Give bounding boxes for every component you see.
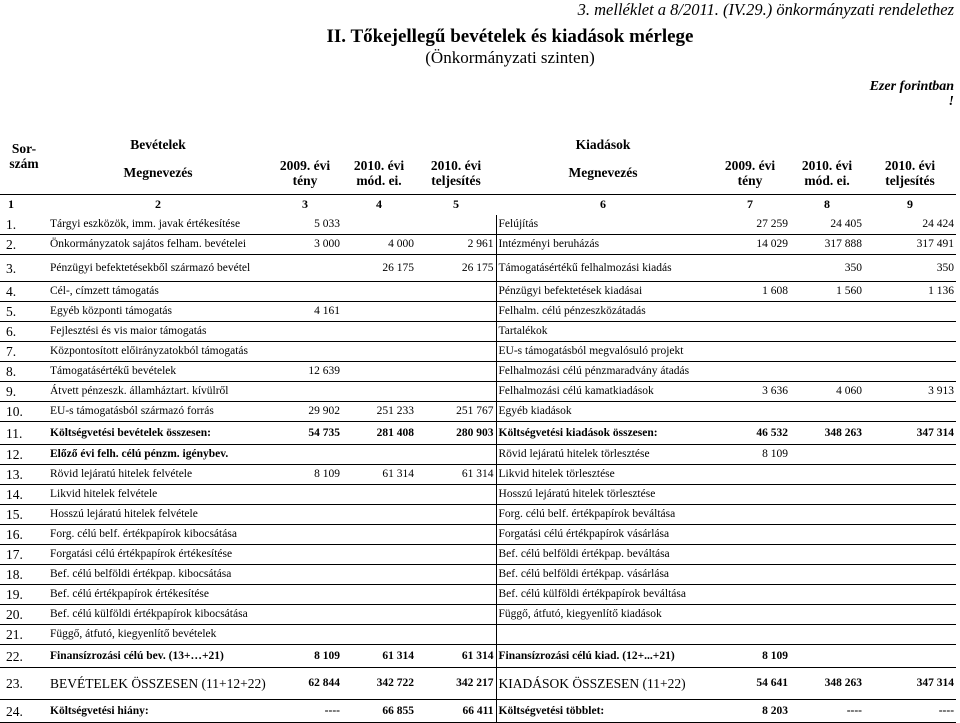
expense-2010-telj <box>864 645 956 668</box>
row-number: 23. <box>0 668 48 700</box>
income-2009: 8 109 <box>268 465 342 485</box>
income-name: Rövid lejáratú hitelek felvétele <box>48 465 268 485</box>
expense-2010-mod <box>790 585 864 605</box>
table-row <box>0 585 956 605</box>
income-2010-mod <box>342 605 416 625</box>
income-name: Forg. célú belf. értékpapírok kibocsátása <box>48 525 268 545</box>
column-number: 6 <box>496 194 710 215</box>
income-2010-mod <box>342 505 416 525</box>
income-name: Bef. célú külföldi értékpapírok kibocsátása <box>48 605 268 625</box>
expense-2010-telj: 350 <box>864 255 956 282</box>
expense-2010-telj <box>864 322 956 342</box>
header-inc-2010mod: 2010. évi mód. ei. <box>353 157 405 188</box>
expense-2010-telj: 317 491 <box>864 235 956 255</box>
expense-2009 <box>710 485 790 505</box>
expense-2009 <box>710 465 790 485</box>
expense-name: Támogatásértékű felhalmozási kiadás <box>496 255 710 282</box>
table-row <box>0 605 956 625</box>
expense-2010-telj: ---- <box>864 700 956 723</box>
header-kiadasok: Kiadások <box>575 137 631 152</box>
income-2009: 4 161 <box>268 302 342 322</box>
income-2009 <box>268 282 342 302</box>
income-2009 <box>268 322 342 342</box>
income-2010-mod: 26 175 <box>342 255 416 282</box>
table-row <box>0 700 956 723</box>
expense-2010-mod: 24 405 <box>790 215 864 235</box>
income-2010-mod <box>342 545 416 565</box>
expense-2010-mod <box>790 565 864 585</box>
expense-2010-telj <box>864 585 956 605</box>
expense-name: Intézményi beruházás <box>496 235 710 255</box>
income-2010-mod: 342 722 <box>342 668 416 700</box>
income-2010-mod <box>342 302 416 322</box>
table-row <box>0 362 956 382</box>
income-2009 <box>268 565 342 585</box>
expense-2010-mod <box>790 445 864 465</box>
income-2009 <box>268 585 342 605</box>
income-2010-telj: 342 217 <box>416 668 496 700</box>
table-row <box>0 302 956 322</box>
column-number: 3 <box>268 194 342 215</box>
table-row <box>0 545 956 565</box>
income-name: Finansízrozási célú bev. (13+…+21) <box>48 645 268 668</box>
income-2010-mod <box>342 525 416 545</box>
income-2010-mod <box>342 585 416 605</box>
row-number: 11. <box>0 422 48 445</box>
income-2009: 8 109 <box>268 645 342 668</box>
expense-name: Forgatási célú értékpapírok vásárlása <box>496 525 710 545</box>
income-name: Előző évi felh. célú pénzm. igénybev. <box>48 445 268 465</box>
income-name: Támogatásértékű bevételek <box>48 362 268 382</box>
income-2010-telj: 251 767 <box>416 402 496 422</box>
income-2010-telj: 61 314 <box>416 465 496 485</box>
column-number: 1 <box>0 194 48 215</box>
expense-2009 <box>710 505 790 525</box>
income-2010-mod <box>342 215 416 235</box>
header-bevetelek: Bevételek <box>130 137 186 152</box>
expense-2009: 8 109 <box>710 645 790 668</box>
row-number: 18. <box>0 565 48 585</box>
expense-name: Felújítás <box>496 215 710 235</box>
table-row <box>0 645 956 668</box>
row-number: 14. <box>0 485 48 505</box>
row-number: 20. <box>0 605 48 625</box>
table-row <box>0 322 956 342</box>
table-row <box>0 282 956 302</box>
expense-name: Forg. célú belf. értékpapírok beváltása <box>496 505 710 525</box>
table-row <box>0 215 956 235</box>
table-row <box>0 382 956 402</box>
expense-name: Bef. célú belföldi értékpap. beváltása <box>496 545 710 565</box>
expense-2009 <box>710 402 790 422</box>
income-2009 <box>268 342 342 362</box>
column-number: 2 <box>48 194 268 215</box>
expense-2010-mod: ---- <box>790 700 864 723</box>
income-2010-telj <box>416 585 496 605</box>
table-row <box>0 625 956 645</box>
income-2010-mod: 4 000 <box>342 235 416 255</box>
income-2010-mod <box>342 445 416 465</box>
table-row <box>0 465 956 485</box>
expense-2010-mod <box>790 645 864 668</box>
income-2009: 12 639 <box>268 362 342 382</box>
income-2010-telj <box>416 605 496 625</box>
table-row <box>0 445 956 465</box>
row-number: 1. <box>0 215 48 235</box>
table-row <box>0 525 956 545</box>
income-2009 <box>268 445 342 465</box>
income-2009 <box>268 525 342 545</box>
expense-2009 <box>710 362 790 382</box>
income-name: Költségvetési bevételek összesen: <box>48 422 268 445</box>
income-2009 <box>268 605 342 625</box>
income-2010-telj <box>416 505 496 525</box>
expense-2009 <box>710 585 790 605</box>
expense-2010-mod <box>790 322 864 342</box>
expense-2009: 3 636 <box>710 382 790 402</box>
income-name: Likvid hitelek felvétele <box>48 485 268 505</box>
income-2010-mod: 66 855 <box>342 700 416 723</box>
row-number: 9. <box>0 382 48 402</box>
row-number: 17. <box>0 545 48 565</box>
income-2009: 54 735 <box>268 422 342 445</box>
expense-2010-telj <box>864 605 956 625</box>
income-2010-telj <box>416 302 496 322</box>
income-2010-telj: 66 411 <box>416 700 496 723</box>
expense-2010-telj <box>864 342 956 362</box>
header-exp-2010telj: 2010. évi teljesítés <box>884 157 936 188</box>
income-2009 <box>268 545 342 565</box>
income-name: Függő, átfutó, kiegyenlítő bevételek <box>48 625 268 645</box>
expense-2009 <box>710 625 790 645</box>
column-number: 7 <box>710 194 790 215</box>
income-2010-mod <box>342 342 416 362</box>
income-2009 <box>268 382 342 402</box>
expense-name: Rövid lejáratú hitelek törlesztése <box>496 445 710 465</box>
income-2010-telj <box>416 485 496 505</box>
expense-2010-mod <box>790 545 864 565</box>
expense-name: Költségvetési többlet: <box>496 700 710 723</box>
income-name: Költségvetési hiány: <box>48 700 268 723</box>
income-name: Egyéb központi támogatás <box>48 302 268 322</box>
income-2009: ---- <box>268 700 342 723</box>
expense-2009 <box>710 605 790 625</box>
expense-name: Tartalékok <box>496 322 710 342</box>
income-name: BEVÉTELEK ÖSSZESEN (11+12+22) <box>48 668 268 700</box>
expense-2010-mod: 1 560 <box>790 282 864 302</box>
expense-2010-mod <box>790 342 864 362</box>
expense-2010-mod <box>790 525 864 545</box>
expense-2010-mod: 348 263 <box>790 668 864 700</box>
expense-2009: 54 641 <box>710 668 790 700</box>
expense-2009 <box>710 545 790 565</box>
expense-2010-telj <box>864 565 956 585</box>
expense-2009: 46 532 <box>710 422 790 445</box>
row-number: 4. <box>0 282 48 302</box>
expense-2010-telj: 24 424 <box>864 215 956 235</box>
income-2009 <box>268 255 342 282</box>
expense-2010-telj <box>864 545 956 565</box>
table-row <box>0 402 956 422</box>
income-2010-telj <box>416 322 496 342</box>
expense-name: KIADÁSOK ÖSSZESEN (11+22) <box>496 668 710 700</box>
income-name: Központosított előirányzatokból támogatás <box>48 342 268 362</box>
expense-2010-mod <box>790 465 864 485</box>
expense-2010-mod <box>790 402 864 422</box>
header-sorszam: Sor-szám <box>9 140 39 171</box>
expense-2010-mod: 317 888 <box>790 235 864 255</box>
column-number: 4 <box>342 194 416 215</box>
row-number: 15. <box>0 505 48 525</box>
expense-2010-telj <box>864 402 956 422</box>
expense-name: Függő, átfutó, kiegyenlítő kiadások <box>496 605 710 625</box>
income-2010-mod <box>342 362 416 382</box>
income-2009: 29 902 <box>268 402 342 422</box>
unit-mark: ! <box>948 94 954 109</box>
income-2010-telj <box>416 625 496 645</box>
expense-2009 <box>710 565 790 585</box>
header-inc-2009: 2009. évi tény <box>279 157 331 188</box>
income-name: EU-s támogatásból származó forrás <box>48 402 268 422</box>
income-2010-mod: 251 233 <box>342 402 416 422</box>
income-2010-telj <box>416 362 496 382</box>
income-name: Forgatási célú értékpapírok értékesítése <box>48 545 268 565</box>
income-2010-mod <box>342 282 416 302</box>
expense-2009 <box>710 255 790 282</box>
income-2010-telj: 2 961 <box>416 235 496 255</box>
expense-2010-telj: 3 913 <box>864 382 956 402</box>
expense-2009: 27 259 <box>710 215 790 235</box>
income-2009: 3 000 <box>268 235 342 255</box>
expense-2010-mod: 4 060 <box>790 382 864 402</box>
header-exp-megnevezes: Megnevezés <box>568 165 638 181</box>
column-number: 9 <box>864 194 956 215</box>
table-row <box>0 668 956 700</box>
row-number: 5. <box>0 302 48 322</box>
income-name: Fejlesztési és vis maior támogatás <box>48 322 268 342</box>
expense-2010-mod <box>790 505 864 525</box>
table-row <box>0 505 956 525</box>
income-name: Cél-, címzett támogatás <box>48 282 268 302</box>
expense-2009 <box>710 322 790 342</box>
income-2010-mod <box>342 565 416 585</box>
row-number: 3. <box>0 255 48 282</box>
row-number: 22. <box>0 645 48 668</box>
income-2009 <box>268 485 342 505</box>
income-2010-mod <box>342 382 416 402</box>
expense-name: EU-s támogatásból megvalósuló projekt <box>496 342 710 362</box>
income-2010-telj <box>416 282 496 302</box>
expense-name: Felhalmozási célú kamatkiadások <box>496 382 710 402</box>
income-2010-telj <box>416 545 496 565</box>
expense-name: Hosszú lejáratú hitelek törlesztése <box>496 485 710 505</box>
expense-2010-telj <box>864 302 956 322</box>
expense-name: Likvid hitelek törlesztése <box>496 465 710 485</box>
column-number-row <box>0 194 956 215</box>
expense-name: Költségvetési kiadások összesen: <box>496 422 710 445</box>
expense-2010-telj: 347 314 <box>864 422 956 445</box>
table-row <box>0 565 956 585</box>
expense-2010-mod <box>790 302 864 322</box>
expense-2010-telj <box>864 362 956 382</box>
row-number: 10. <box>0 402 48 422</box>
expense-name: Felhalm. célú pénzeszközátadás <box>496 302 710 322</box>
table-row <box>0 255 956 282</box>
expense-2010-mod <box>790 605 864 625</box>
expense-2009: 8 109 <box>710 445 790 465</box>
row-number: 7. <box>0 342 48 362</box>
row-number: 16. <box>0 525 48 545</box>
income-2010-telj <box>416 342 496 362</box>
balance-table <box>0 118 956 723</box>
expense-2010-telj: 1 136 <box>864 282 956 302</box>
expense-2010-mod <box>790 485 864 505</box>
expense-2010-telj: 347 314 <box>864 668 956 700</box>
page-title: II. Tőkejellegű bevételek és kiadások mérlege <box>326 26 694 47</box>
income-2010-mod: 61 314 <box>342 465 416 485</box>
income-2010-telj <box>416 215 496 235</box>
table-row <box>0 485 956 505</box>
expense-name <box>496 625 710 645</box>
income-name: Önkormányzatok sajátos felham. bevételei <box>48 235 268 255</box>
expense-2010-telj <box>864 525 956 545</box>
expense-2009 <box>710 525 790 545</box>
expense-2010-mod <box>790 362 864 382</box>
column-number: 8 <box>790 194 864 215</box>
page-subtitle: (Önkormányzati szinten) <box>425 48 595 67</box>
income-2010-telj <box>416 445 496 465</box>
expense-2009 <box>710 302 790 322</box>
income-name: Bef. célú belföldi értékpap. kibocsátása <box>48 565 268 585</box>
expense-2009: 8 203 <box>710 700 790 723</box>
income-2010-mod <box>342 485 416 505</box>
expense-2010-telj <box>864 485 956 505</box>
row-number: 8. <box>0 362 48 382</box>
income-2010-mod <box>342 625 416 645</box>
table-row <box>0 235 956 255</box>
expense-name: Bef. célú külföldi értékpapírok beváltása <box>496 585 710 605</box>
unit-label: Ezer forintban <box>869 79 954 94</box>
row-number: 24. <box>0 700 48 723</box>
income-name: Hosszú lejáratú hitelek felvétele <box>48 505 268 525</box>
header-inc-megnevezes: Megnevezés <box>123 165 193 181</box>
income-2010-telj <box>416 565 496 585</box>
expense-2010-mod <box>790 625 864 645</box>
header-exp-2009: 2009. évi tény <box>724 157 776 188</box>
table-row <box>0 342 956 362</box>
header-exp-2010mod: 2010. évi mód. ei. <box>801 157 853 188</box>
expense-2010-mod: 348 263 <box>790 422 864 445</box>
column-number: 5 <box>416 194 496 215</box>
income-2009 <box>268 505 342 525</box>
income-2009: 5 033 <box>268 215 342 235</box>
row-number: 19. <box>0 585 48 605</box>
table-row <box>0 422 956 445</box>
income-2010-mod: 61 314 <box>342 645 416 668</box>
header-inc-2010telj: 2010. évi teljesítés <box>430 157 482 188</box>
income-name: Átvett pénzeszk. államháztart. kívülről <box>48 382 268 402</box>
expense-name: Bef. célú belföldi értékpap. vásárlása <box>496 565 710 585</box>
expense-2010-telj <box>864 465 956 485</box>
expense-name: Pénzügyi befektetések kiadásai <box>496 282 710 302</box>
expense-name: Felhalmozási célú pénzmaradvány átadás <box>496 362 710 382</box>
income-2010-telj: 280 903 <box>416 422 496 445</box>
income-name: Pénzügyi befektetésekből származó bevétel <box>48 255 268 282</box>
row-number: 21. <box>0 625 48 645</box>
income-name: Bef. célú értékpapírok értékesítése <box>48 585 268 605</box>
income-2010-telj: 26 175 <box>416 255 496 282</box>
income-2010-telj: 61 314 <box>416 645 496 668</box>
expense-2010-telj <box>864 445 956 465</box>
expense-2009: 14 029 <box>710 235 790 255</box>
row-number: 2. <box>0 235 48 255</box>
row-number: 13. <box>0 465 48 485</box>
expense-2009: 1 608 <box>710 282 790 302</box>
expense-2009 <box>710 342 790 362</box>
expense-2010-telj <box>864 505 956 525</box>
income-2010-telj <box>416 525 496 545</box>
income-2010-telj <box>416 382 496 402</box>
income-2009: 62 844 <box>268 668 342 700</box>
expense-2010-mod: 350 <box>790 255 864 282</box>
income-2010-mod: 281 408 <box>342 422 416 445</box>
row-number: 12. <box>0 445 48 465</box>
expense-name: Finansízrozási célú kiad. (12+...+21) <box>496 645 710 668</box>
income-2009 <box>268 625 342 645</box>
income-name: Tárgyi eszközök, imm. javak értékesítése <box>48 215 268 235</box>
income-2010-mod <box>342 322 416 342</box>
annex-reference: 3. melléklet a 8/2011. (IV.29.) önkormányzati rendelethez <box>577 0 954 19</box>
row-number: 6. <box>0 322 48 342</box>
expense-name: Egyéb kiadások <box>496 402 710 422</box>
expense-2010-telj <box>864 625 956 645</box>
